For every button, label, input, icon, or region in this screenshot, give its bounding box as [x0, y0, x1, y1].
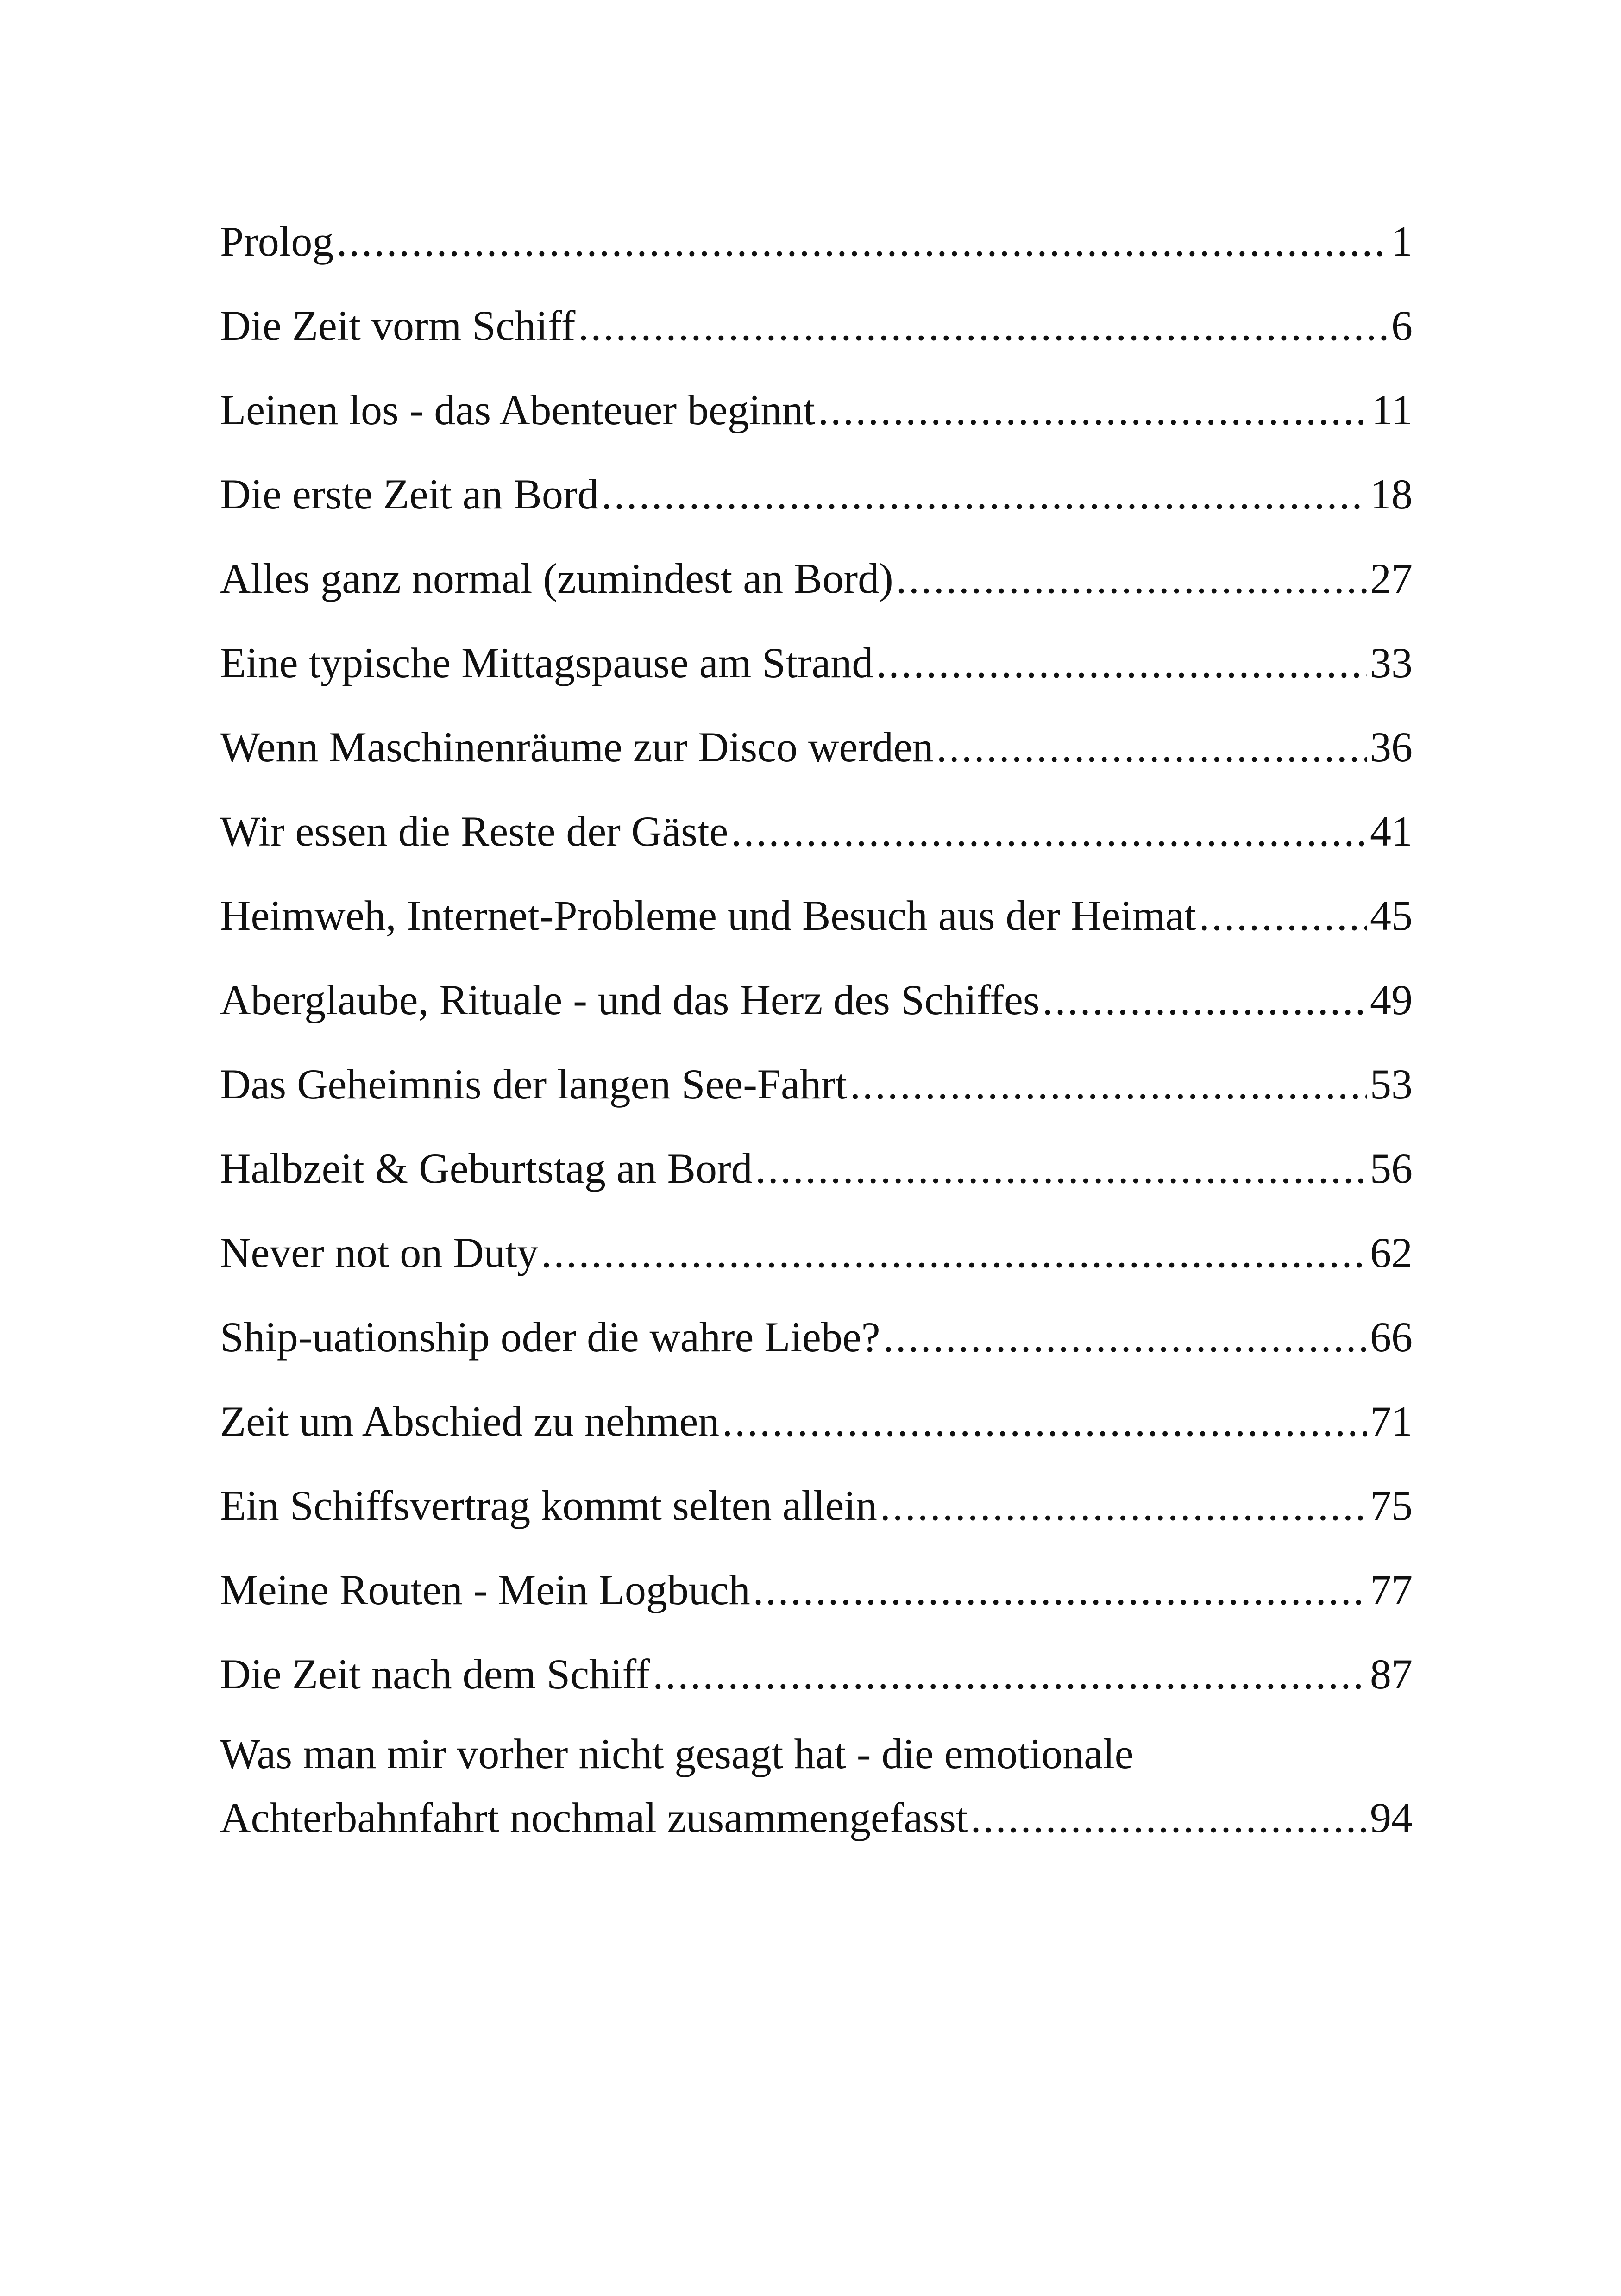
table-of-contents [220, 199, 1413, 1850]
toc-leader-dots [818, 368, 1369, 452]
toc-entry-title: Zeit um Abschied zu nehmen [220, 1398, 720, 1445]
toc-leader-dots [1199, 873, 1367, 958]
toc-entry-title: Aberglaube, Rituale - und das Herz des Schiffes [220, 976, 1040, 1023]
toc-entry-title: Eine typische Mittagspause am Strand [220, 639, 873, 686]
toc-entry-title: Leinen los - das Abenteuer beginnt [220, 386, 816, 433]
toc-entry-title: Meine Routen - Mein Logbuch [220, 1566, 750, 1613]
toc-entry[interactable] [220, 1126, 1413, 1211]
toc-entry[interactable] [220, 1042, 1413, 1126]
toc-entry-title: Ship-uationship oder die wahre Liebe? [220, 1313, 880, 1361]
toc-entry-title-line1: Was man mir vorher nicht gesagt hat - die emotionale [220, 1730, 1134, 1777]
toc-entry[interactable] [220, 452, 1413, 536]
toc-entry[interactable] [220, 283, 1413, 368]
toc-leader-dots [850, 1042, 1367, 1126]
toc-entry-title-row2 [220, 1786, 1413, 1850]
toc-entry-page: 33 [1370, 639, 1413, 686]
toc-entry[interactable] [220, 789, 1413, 873]
toc-entry-title-line2: Achterbahnfahrt nochmal zusammengefasst [220, 1794, 968, 1841]
toc-entry[interactable] [220, 958, 1413, 1042]
toc-entry-page: 53 [1370, 1060, 1413, 1108]
toc-leader-dots [653, 1632, 1367, 1716]
toc-entry-page: 27 [1370, 555, 1413, 602]
toc-entry[interactable] [220, 199, 1413, 283]
toc-entry-page: 36 [1370, 723, 1413, 771]
toc-leader-dots [1043, 958, 1367, 1042]
toc-entry-page: 11 [1371, 386, 1413, 433]
toc-leader-dots [336, 199, 1389, 283]
toc-entry-page: 62 [1370, 1229, 1413, 1276]
toc-entry[interactable] [220, 1211, 1413, 1295]
toc-entry-page: 1 [1391, 218, 1413, 265]
toc-leader-dots [722, 1379, 1367, 1463]
toc-entry-page: 56 [1370, 1145, 1413, 1192]
toc-entry-page: 18 [1370, 470, 1413, 518]
toc-entry-page: 49 [1370, 976, 1413, 1023]
toc-entry[interactable] [220, 1379, 1413, 1463]
toc-entry-page: 87 [1370, 1650, 1413, 1698]
toc-entry[interactable] [220, 1548, 1413, 1632]
toc-leader-dots [578, 283, 1389, 368]
toc-entry[interactable] [220, 621, 1413, 705]
toc-entry-title: Never not on Duty [220, 1229, 539, 1276]
toc-leader-dots [731, 789, 1367, 873]
toc-leader-dots [753, 1548, 1367, 1632]
toc-entry-title: Das Geheimnis der langen See-Fahrt [220, 1060, 848, 1108]
toc-entry-title: Die Zeit nach dem Schiff [220, 1650, 650, 1698]
toc-entry-page: 77 [1370, 1566, 1413, 1613]
toc-entry-page: 41 [1370, 808, 1413, 855]
toc-entry[interactable] [220, 1295, 1413, 1379]
toc-entry-page: 94 [1370, 1794, 1413, 1841]
toc-leader-dots [971, 1786, 1368, 1850]
toc-entry[interactable] [220, 705, 1413, 789]
toc-leader-dots [936, 705, 1367, 789]
toc-entry-title: Wenn Maschinenräume zur Disco werden [220, 723, 934, 771]
toc-leader-dots [755, 1126, 1367, 1211]
toc-entry-last[interactable] [220, 1722, 1413, 1850]
toc-entry-title: Wir essen die Reste der Gäste [220, 808, 729, 855]
toc-entry-page: 45 [1370, 892, 1413, 939]
toc-entry-title: Die Zeit vorm Schiff [220, 302, 576, 349]
toc-leader-dots [541, 1211, 1367, 1295]
toc-entry[interactable] [220, 1632, 1413, 1716]
toc-leader-dots [880, 1463, 1367, 1548]
toc-entry[interactable] [220, 1463, 1413, 1548]
toc-entry[interactable] [220, 368, 1413, 452]
toc-leader-dots [883, 1295, 1367, 1379]
toc-leader-dots [602, 452, 1368, 536]
toc-leader-dots [896, 536, 1367, 621]
toc-entry-page: 6 [1391, 302, 1413, 349]
toc-entry[interactable] [220, 873, 1413, 958]
toc-entry-title: Halbzeit & Geburtstag an Bord [220, 1145, 753, 1192]
toc-entry-title: Ein Schiffsvertrag kommt selten allein [220, 1482, 877, 1529]
toc-entry-title: Heimweh, Internet-Probleme und Besuch aus der Heimat [220, 892, 1196, 939]
toc-entry-title: Prolog [220, 218, 334, 265]
toc-entry-title: Alles ganz normal (zumindest an Bord) [220, 555, 893, 602]
toc-leader-dots [876, 621, 1367, 705]
toc-entry-title: Die erste Zeit an Bord [220, 470, 599, 518]
toc-entry-page: 71 [1370, 1398, 1413, 1445]
toc-entry-page: 66 [1370, 1313, 1413, 1361]
toc-entry-page: 75 [1370, 1482, 1413, 1529]
toc-entry[interactable] [220, 536, 1413, 621]
